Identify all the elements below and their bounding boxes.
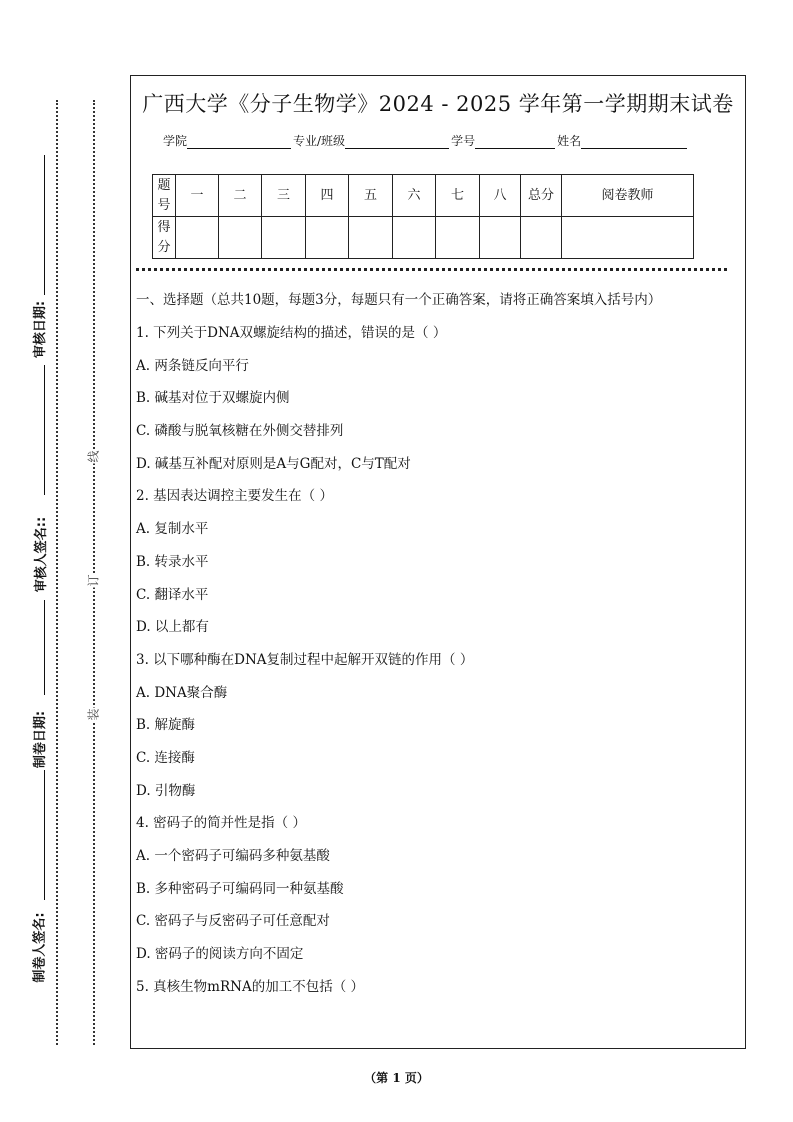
- student-id-label: 学号: [451, 134, 476, 148]
- binding-mark-staple: 订: [86, 574, 101, 587]
- question-stem: 1. 下列关于DNA双螺旋结构的描述，错误的是（ ）: [136, 325, 447, 341]
- answer-option: B. 碱基对位于双螺旋内侧: [136, 390, 290, 407]
- column-header: 四: [306, 175, 349, 217]
- score-cell[interactable]: [436, 217, 480, 259]
- signature-line: [44, 365, 45, 495]
- college-label: 学院: [163, 134, 188, 148]
- answer-option: D. 引物酶: [136, 782, 196, 799]
- answer-option: B. 解旋酶: [136, 717, 196, 734]
- answer-option: A. 两条链反向平行: [136, 357, 249, 374]
- review-date-label: 审核日期:: [33, 300, 49, 359]
- question-stem: 2. 基因表达调控主要发生在（ ）: [136, 488, 333, 505]
- column-header: 阅卷教师: [562, 175, 694, 217]
- answer-option: C. 翻译水平: [136, 586, 209, 603]
- column-header: 五: [349, 175, 393, 217]
- score-cell[interactable]: [306, 217, 349, 259]
- paper-date-label: 制卷日期:: [33, 710, 49, 769]
- score-cell[interactable]: [562, 217, 694, 259]
- section-heading: 一、选择题（总共10题，每题3分，每题只有一个正确答案，请将正确答案填入括号内）: [136, 292, 662, 308]
- reviewer-signature-label: 审核人签名::: [34, 516, 50, 593]
- score-cell[interactable]: [521, 217, 562, 259]
- column-header: 三: [262, 175, 306, 217]
- signature-line: [44, 600, 45, 695]
- score-cell[interactable]: [349, 217, 393, 259]
- column-header: 一: [176, 175, 219, 217]
- answer-option: B. 转录水平: [136, 553, 209, 570]
- binding-mark-bind: 装: [86, 708, 101, 721]
- question-stem: 4. 密码子的简并性是指（ ）: [136, 815, 306, 832]
- section-divider: [136, 268, 727, 271]
- score-cell[interactable]: [393, 217, 436, 259]
- column-header: 八: [480, 175, 521, 217]
- major-label: 专业/班级: [293, 134, 346, 148]
- cut-line-outer: [56, 100, 58, 1045]
- answer-option: A. 一个密码子可编码多种氨基酸: [136, 848, 330, 864]
- college-field[interactable]: [187, 134, 291, 149]
- row-label-score: 得分: [153, 217, 176, 259]
- answer-option: C. 密码子与反密码子可任意配对: [136, 913, 330, 930]
- name-label: 姓名: [557, 134, 582, 148]
- student-id-field[interactable]: [475, 134, 555, 149]
- exam-title: 广西大学《分子生物学》2024 - 2025 学年第一学期期末试卷: [142, 92, 734, 116]
- signature-line: [44, 770, 45, 900]
- answer-option: B. 多种密码子可编码同一种氨基酸: [136, 880, 344, 897]
- page-number: （第 1 页）: [364, 1071, 429, 1085]
- answer-option: A. 复制水平: [136, 521, 209, 538]
- column-header: 六: [393, 175, 436, 217]
- question-stem: 5. 真核生物mRNA的加工不包括（ ）: [136, 978, 364, 995]
- score-cell[interactable]: [262, 217, 306, 259]
- score-cell[interactable]: [480, 217, 521, 259]
- questions: [136, 290, 736, 1009]
- row-label-question: 题号: [153, 175, 176, 217]
- answer-option: C. 连接酶: [136, 749, 195, 766]
- score-table: [152, 174, 694, 259]
- answer-option: D. 以上都有: [136, 619, 209, 636]
- major-field[interactable]: [345, 134, 449, 149]
- answer-option: D. 碱基互补配对原则是A与G配对，C与T配对: [136, 455, 411, 472]
- exam-paper: [130, 75, 746, 1049]
- score-cell[interactable]: [176, 217, 219, 259]
- question-stem: 3. 以下哪种酶在DNA复制过程中起解开双链的作用（ ）: [136, 651, 474, 668]
- binding-mark-line: 线: [86, 450, 101, 463]
- name-field[interactable]: [581, 134, 687, 149]
- column-header: 七: [436, 175, 480, 217]
- column-header: 总分: [521, 175, 562, 217]
- signature-line: [44, 155, 45, 295]
- answer-option: C. 磷酸与脱氧核糖在外侧交替排列: [136, 423, 344, 440]
- paper-maker-signature-label: 制卷人签名:: [32, 912, 48, 983]
- answer-option: D. 密码子的阅读方向不固定: [136, 946, 304, 963]
- answer-option: A. DNA聚合酶: [136, 684, 228, 701]
- score-cell[interactable]: [219, 217, 262, 259]
- column-header: 二: [219, 175, 262, 217]
- student-info: [163, 132, 689, 149]
